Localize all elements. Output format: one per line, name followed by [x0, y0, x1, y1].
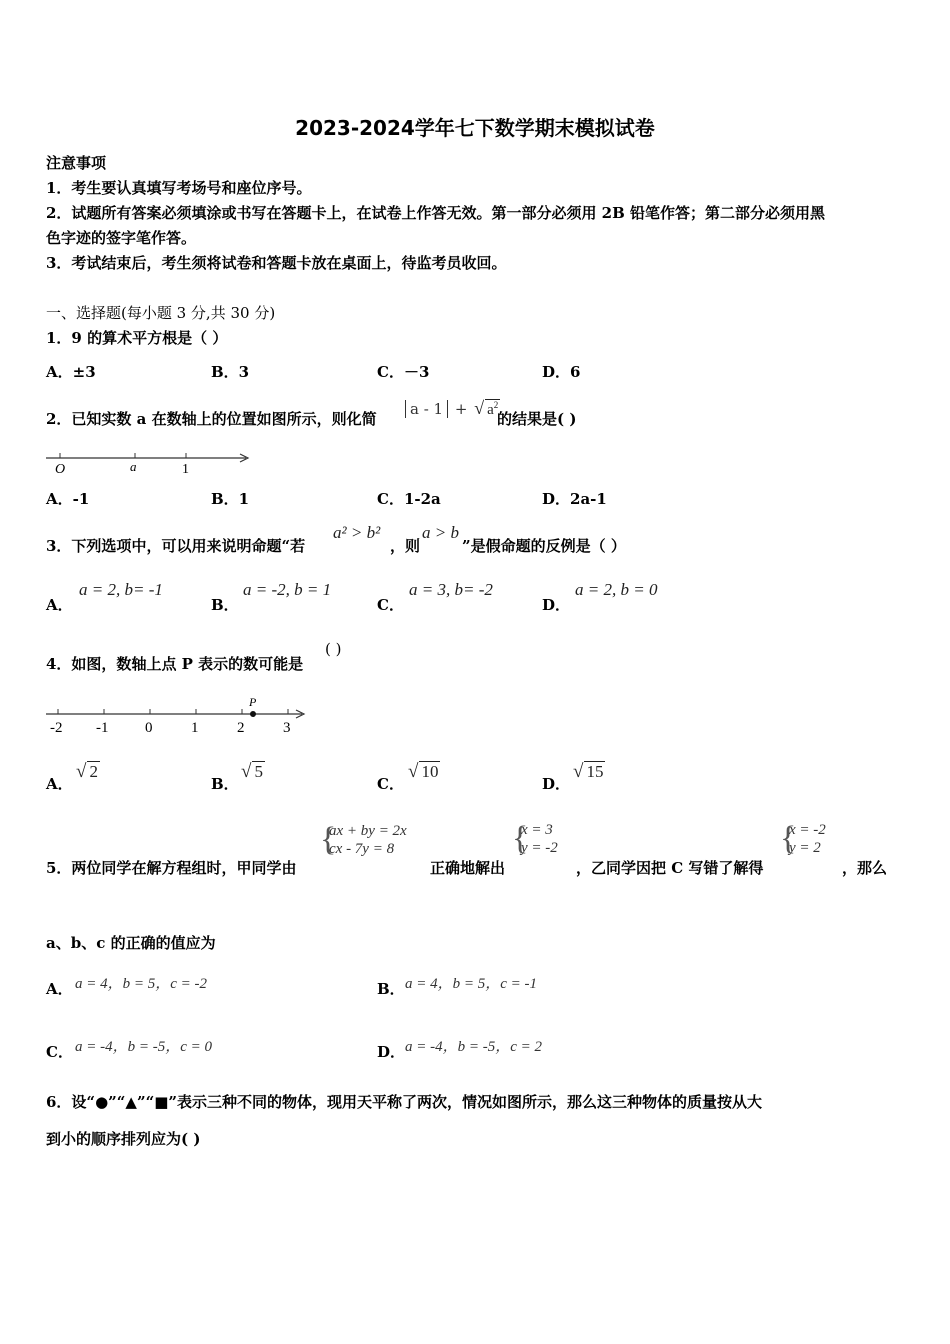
q5-system-2: { x = 3 y = -2	[512, 821, 582, 857]
q2-number-line	[44, 447, 254, 479]
q4-option-a-label[interactable]: A．	[46, 775, 73, 793]
q3-option-b-label[interactable]: B．	[211, 596, 239, 614]
q4-option-b-radicand: 5	[254, 762, 263, 781]
q2-option-a[interactable]: A．-1	[46, 490, 90, 508]
q1-stem: 1．9 的算术平方根是（ ）	[46, 329, 228, 347]
q2-plus: +	[454, 400, 468, 418]
q4-axis-label: 2	[237, 720, 245, 736]
q5-option-a[interactable]: a = 4，b = 5，c = -2	[75, 976, 208, 992]
q3-option-c-label[interactable]: C．	[377, 596, 404, 614]
q4-option-a-radicand: 2	[89, 762, 98, 781]
q4-axis-label: 3	[283, 720, 291, 736]
q1-option-d[interactable]: D．6	[542, 363, 581, 381]
q4-answer-paren: ( )	[325, 640, 342, 658]
q5-system-1-eq2: cx - 7y = 8	[329, 841, 395, 857]
q3-option-a[interactable]: a = 2, b= -1	[79, 580, 163, 599]
notice-heading: 注意事项	[46, 154, 107, 172]
q3-stem-end: ”是假命题的反例是（ ）	[462, 537, 626, 555]
q6-stem: 6．设“●”“▲”“■”表示三种不同的物体，现用天平称了两次，情况如图所示，那么这三种物体的质量按从大	[46, 1093, 763, 1111]
q5-option-d[interactable]: a = -4，b = -5，c = 2	[405, 1039, 543, 1055]
q4-axis-label: -1	[96, 720, 109, 736]
q3-option-b[interactable]: a = -2, b = 1	[243, 580, 332, 599]
q1-option-a[interactable]: A．±3	[46, 363, 96, 381]
q5-stem-5: a、b、c 的正确的值应为	[46, 934, 216, 952]
q5-system-1-eq1: ax + by = 2x	[329, 823, 407, 839]
q2-sqrt-radicand: $a^2$	[487, 400, 499, 418]
q4-option-c[interactable]: √ 10	[408, 761, 439, 782]
q4-axis-label: 1	[191, 720, 199, 736]
q4-option-d[interactable]: √ 15	[573, 761, 604, 782]
q3-option-c[interactable]: a = 3, b= -2	[409, 580, 493, 599]
q2-expression	[405, 398, 500, 428]
q2-option-d[interactable]: D．2a-1	[542, 490, 607, 508]
q5-system-1: { ax + by = 2x cx - 7y = 8	[320, 822, 430, 858]
q1-option-b[interactable]: B．3	[211, 363, 250, 381]
q4-option-d-radicand: 15	[586, 762, 604, 781]
q3-option-d[interactable]: a = 2, b = 0	[575, 580, 658, 599]
q6-stem-cont: 到小的顺序排列应为( )	[46, 1130, 201, 1148]
q2-stem-end: 的结果是( )	[497, 410, 577, 428]
q5-system-2-eq2: y = -2	[521, 840, 558, 856]
q5-stem-4: ，那么	[842, 859, 888, 877]
page-title: 2023-2024学年七下数学期末模拟试卷	[295, 116, 655, 140]
q3-option-a-label[interactable]: A．	[46, 596, 73, 614]
q5-option-c-label[interactable]: C．	[46, 1043, 73, 1061]
q2-stem: 2．已知实数 a 在数轴上的位置如图所示，则化简	[46, 410, 377, 428]
q4-point-p	[250, 711, 256, 717]
q5-option-a-label[interactable]: A．	[46, 980, 73, 998]
q2-option-b[interactable]: B．1	[211, 490, 250, 508]
q4-option-b-label[interactable]: B．	[211, 775, 239, 793]
q4-axis-label: -2	[50, 720, 63, 736]
q5-option-b[interactable]: a = 4，b = 5，c = -1	[405, 976, 538, 992]
notice-item-2-cont: 色字迹的签字笔作答。	[46, 229, 197, 247]
q4-option-d-label[interactable]: D．	[542, 775, 571, 793]
notice-item-3: 3．考试结束后，考生须将试卷和答题卡放在桌面上，待监考员收回。	[46, 254, 507, 272]
q3-condition: a² > b²	[333, 523, 381, 542]
q4-axis-label: 0	[145, 720, 153, 736]
q5-option-d-label[interactable]: D．	[377, 1043, 406, 1061]
q2-sqrt-exponent: 2	[493, 400, 499, 410]
section-heading: 一、选择题(每小题 3 分,共 30 分)	[46, 304, 276, 322]
q3-stem-mid: ，则	[390, 537, 421, 555]
q2-option-c[interactable]: C．1-2a	[377, 490, 441, 508]
q5-option-b-label[interactable]: B．	[377, 980, 405, 998]
q4-stem: 4．如图，数轴上点 P 表示的数可能是	[46, 655, 304, 673]
q5-stem-2: 正确地解出	[430, 859, 506, 877]
q4-option-c-radicand: 10	[421, 762, 439, 781]
q4-option-b[interactable]: √ 5	[241, 761, 263, 782]
q2-axis-label-a: a	[130, 459, 137, 474]
q4-option-c-label[interactable]: C．	[377, 775, 404, 793]
q4-point-label: P	[249, 697, 257, 709]
q2-axis-label-origin: O	[55, 462, 66, 477]
q5-stem: 5．两位同学在解方程组时，甲同学由	[46, 859, 297, 877]
q5-system-3: { x = -2 y = 2	[780, 821, 850, 857]
q3-option-d-label[interactable]: D．	[542, 596, 571, 614]
q2-axis-label-one: 1	[182, 462, 189, 477]
q5-stem-3: ，乙同学因把 C 写错了解得	[576, 859, 764, 877]
notice-item-2: 2．试题所有答案必须填涂或书写在答题卡上，在试卷上作答无效。第一部分必须用 2B 铅笔作答；第二部分必须用黑	[46, 204, 826, 222]
q5-system-2-eq1: x = 3	[521, 822, 553, 838]
q4-number-line	[44, 697, 314, 739]
q3-stem: 3．下列选项中，可以用来说明命题“若	[46, 537, 306, 555]
q3-conclusion: a > b	[422, 523, 459, 542]
q2-abs-expr: a - 1	[405, 400, 448, 418]
notice-item-1: 1．考生要认真填写考场号和座位序号。	[46, 179, 312, 197]
q5-system-3-eq1: x = -2	[789, 822, 826, 838]
q5-option-c[interactable]: a = -4，b = -5，c = 0	[75, 1039, 213, 1055]
q4-option-a[interactable]: √ 2	[76, 761, 98, 782]
q2-sqrt: √ $a^2$	[474, 398, 499, 418]
q5-system-3-eq2: y = 2	[789, 840, 821, 856]
q1-option-c[interactable]: C．－3	[377, 363, 430, 381]
